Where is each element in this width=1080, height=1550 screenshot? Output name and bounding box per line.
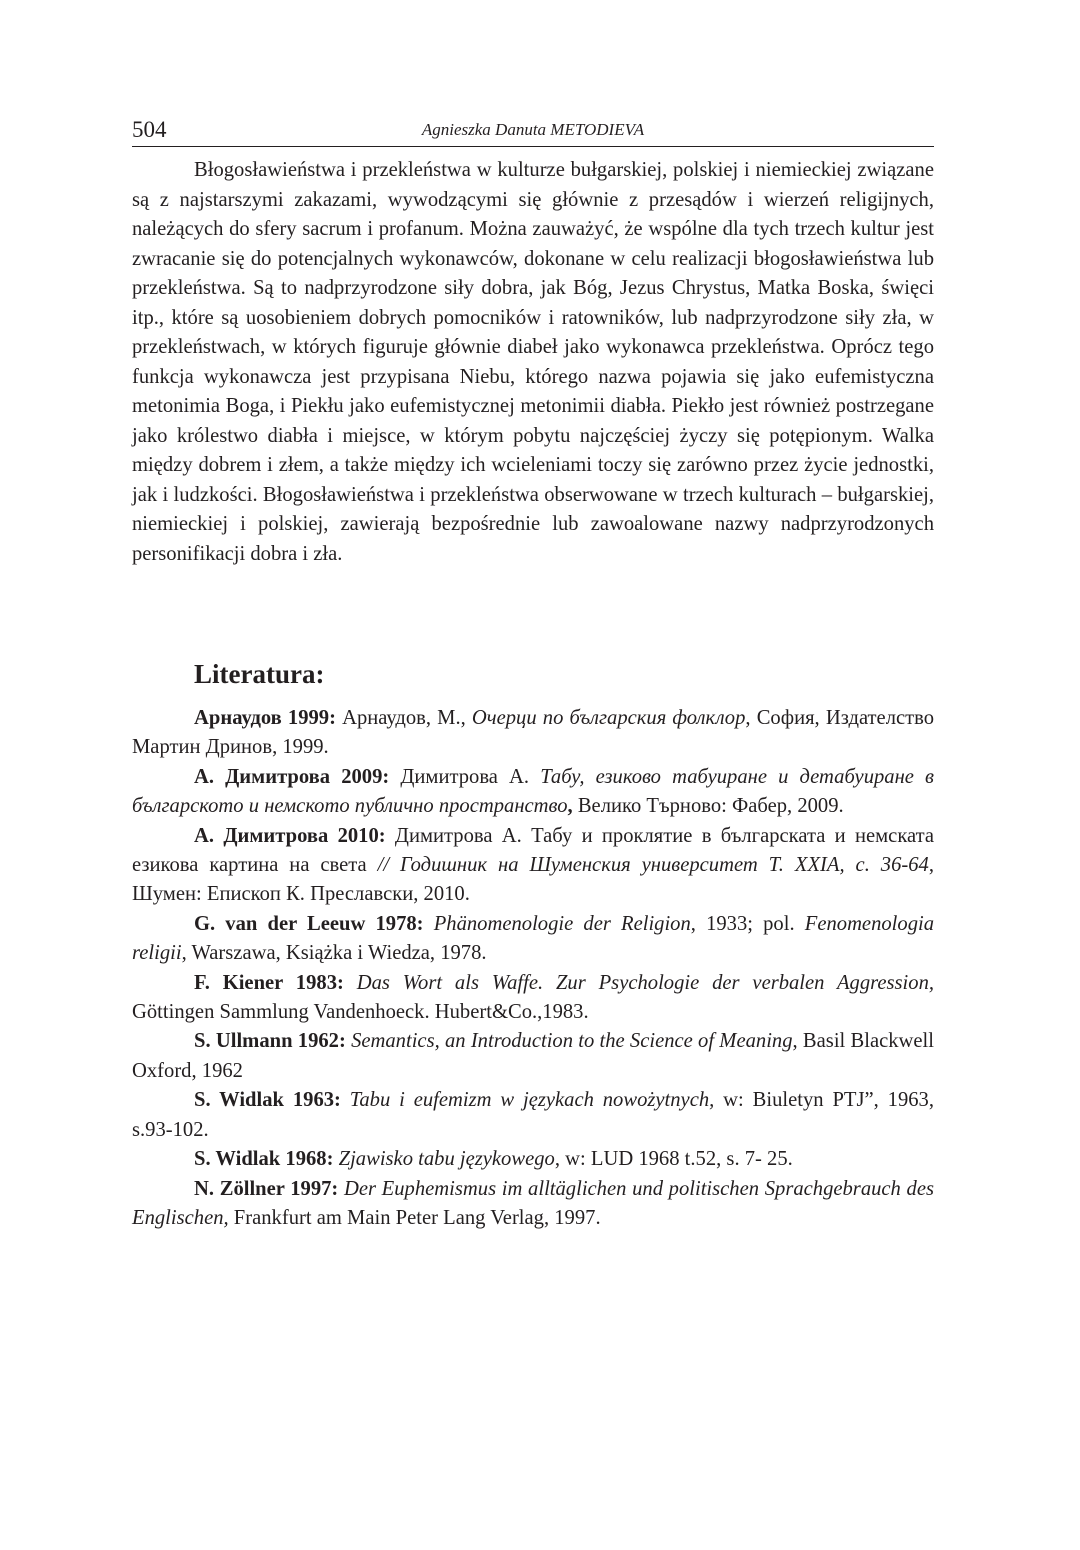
bib-title: // Годишник на Шуменския университет Т. XXIA, с. 36-64 bbox=[377, 854, 929, 877]
bib-text bbox=[341, 1089, 350, 1111]
page-header bbox=[132, 112, 934, 147]
bib-entry-van-der-leeuw-1978 bbox=[132, 910, 934, 969]
bib-text: Göttingen Sammlung Vandenhoeck. Hubert&Co.,1983. bbox=[132, 1001, 589, 1024]
bib-title: Очерци по българския фолклор bbox=[471, 707, 746, 729]
bib-text: Велико Търново: Фабер, 2009. bbox=[572, 795, 844, 818]
bib-key: А. Димитрова 2009: bbox=[194, 765, 390, 788]
bib-entry-ullmann-1962 bbox=[132, 1027, 934, 1086]
bib-title: Semantics, an Introduction to the Science of Meaning bbox=[351, 1030, 793, 1053]
bib-title: Табу, езиково табуиране и детабуиране в българското и немското публично пространство bbox=[132, 765, 934, 818]
bib-punctuation: , bbox=[567, 795, 573, 818]
bib-text: , 1933; pol. bbox=[690, 912, 805, 935]
bib-title: Das Wort als Waffe. Zur Psychologie der verbalen Aggression, bbox=[356, 971, 935, 994]
bib-text: , w: LUD 1968 t.52, s. 7- 25. bbox=[554, 1148, 793, 1171]
bib-key: S. Ullmann 1962: bbox=[194, 1030, 346, 1053]
bib-text: , София, Издателство Мартин Дринов, 1999. bbox=[132, 707, 934, 759]
bib-text: Димитрова А. Табу и проклятие в българската и немската езикова картина на света bbox=[132, 824, 935, 877]
section-heading: Literatura: bbox=[194, 659, 325, 689]
bib-text: w: Biuletyn PTJ”, 1963, s.93-102. bbox=[132, 1089, 934, 1141]
bib-text: Арнаудов, М., bbox=[335, 707, 472, 729]
bib-key: А. Димитрова 2010: bbox=[194, 824, 386, 847]
bib-key: S. Widlak 1968: bbox=[194, 1148, 334, 1171]
body-paragraph: Błogosławieństwa i przekleństwa w kulturze bułgarskiej, polskiej i niemieckiej związane są z najstarszymi zakazami, wywodzącymi się głównie z przesądów i wierzeń religijnych, należących do sfery sacrum i profanum. Można zauważyć, że wspólne dla tych trzech kultur jest zwracanie się do potencjalnych wykonawców, dokonane w celu realizacji błogosławieństwa lub przekleństwa. Są to nadprzyrodzone siły dobra, jak Bóg, Jezus Chrystus, Matka Boska, święci itp., które są uosobieniem dobrych pomocników i ratowników, lub nadprzyrodzone siły zła, w przekleństwach, w których figuruje głównie diabeł jako wykonawca przekleństwa. Oprócz tego funkcja wykonawcza jest przypisana Niebu, którego nazwa pojawia się jako eufemistyczna metonimia Boga, i Piekłu jako eufemistycznej metonimii diabła. Piekło jest również postrzegane jako królestwo diabła i miejsce, w którym pobytu najczęściej życzy się potępionym. Walka między dobrem i złem, a także między ich wcieleniami toczy się zarówno przez życie jednostki, jak i ludzkości. Błogosławieństwa i przekleństwa obserwowane w trzech kulturach – bułgarskiej, niemieckiej i polskiej, zawierają bezpośrednie lub zawoalowane nazwy nadprzyrodzonych personifikacji dobra i zła. bbox=[132, 159, 934, 565]
bib-entry-widlak-1968 bbox=[132, 1145, 934, 1174]
bib-entry-dimitrova-2010 bbox=[132, 822, 934, 910]
bib-title: Der Euphemismus im alltäglichen und politischen Sprachgebrauch des Englischen, bbox=[132, 1177, 934, 1229]
bib-key: N. Zöllner 1997: bbox=[194, 1177, 339, 1200]
bib-entry-kiener-1983 bbox=[132, 969, 934, 1028]
bibliography-list bbox=[132, 704, 934, 1233]
bib-title: Tabu i eufemizm w językach nowożytnych, bbox=[349, 1089, 715, 1112]
bib-key: S. Widlak 1963: bbox=[194, 1089, 341, 1112]
page-number: 504 bbox=[132, 117, 167, 142]
bib-key: Арнаудов 1999: bbox=[194, 707, 336, 729]
bib-text: Димитрова А. bbox=[389, 765, 541, 788]
bib-text: Frankfurt am Main Peter Lang Verlag, 1997. bbox=[228, 1206, 601, 1229]
bib-text bbox=[344, 972, 357, 994]
running-head: Agnieszka Danuta METODIEVA bbox=[421, 120, 645, 139]
bib-key: G. van der Leeuw 1978: bbox=[194, 912, 424, 935]
bib-entry-arnaudov-1999 bbox=[132, 704, 934, 763]
bib-text bbox=[424, 913, 434, 935]
bib-text: , Basil Blackwell Oxford, 1962 bbox=[132, 1030, 934, 1082]
bib-text: , Шумен: Епископ К. Преславски, 2010. bbox=[132, 854, 934, 906]
bib-title: Zjawisko tabu językowego bbox=[338, 1148, 555, 1171]
bib-title-secondary: Fenomenologia religii bbox=[132, 912, 935, 965]
bib-text: , Warszawa, Książka i Wiedza, 1978. bbox=[181, 942, 487, 965]
bib-entry-zollner-1997 bbox=[132, 1175, 934, 1234]
bib-entry-dimitrova-2009 bbox=[132, 763, 934, 822]
bib-entry-widlak-1963 bbox=[132, 1086, 934, 1145]
bib-key: F. Kiener 1983: bbox=[194, 971, 344, 994]
bib-title: Phänomenologie der Religion bbox=[433, 912, 691, 935]
